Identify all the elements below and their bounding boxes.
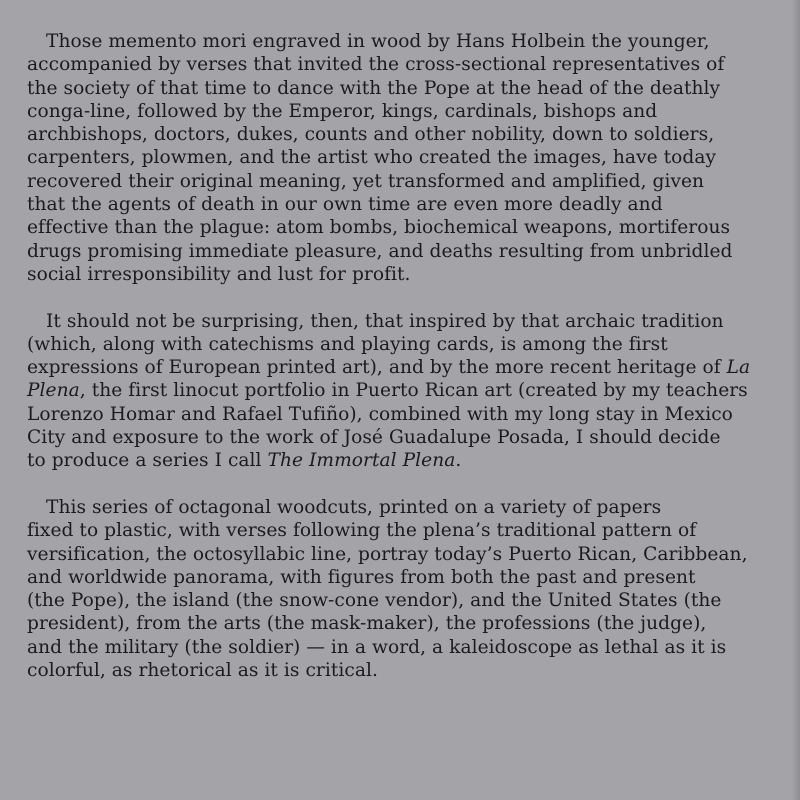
text-line: Lorenzo Homar and Rafael Tufiño), combined with my long stay in Mexico [27,403,733,425]
paragraph-3 [27,496,800,682]
document-body [27,30,800,682]
text-line [27,379,800,402]
text-line: versification, the octosyllabic line, portray today’s Puerto Rican, Caribbean, [27,543,748,565]
text-line: effective than the plague: atom bombs, biochemical weapons, mortiferous [27,217,731,239]
text-run: expressions of European printed art), and by the more recent heritage of [27,357,721,379]
text-line: fixed to plastic, with verses following the plena’s traditional pattern of [27,520,697,542]
text-line: conga-line, followed by the Emperor, kings, cardinals, bishops and [27,100,658,122]
italic-title-immortal-plena: The Immortal Plena [267,450,456,472]
text-line: the society of that time to dance with the Pope at the head of the deathly [27,77,721,99]
text-line: colorful, as rhetorical as it is critical. [27,660,378,682]
text-run: , the first linocut portfolio in Puerto Rican art (created by my teachers [79,380,748,402]
text-line: social irresponsibility and lust for profit. [27,263,411,285]
italic-title-plena: Plena [27,380,80,402]
paragraph-2 [27,310,800,473]
text-line: (which, along with catechisms and playing cards, is among the first [27,333,668,355]
italic-title-la: La [726,357,751,379]
text-run: . [455,450,462,472]
text-line: carpenters, plowmen, and the artist who created the images, have today [27,147,717,169]
text-line: accompanied by verses that invited the cross-sectional representatives of [27,54,725,76]
text-line: that the agents of death in our own time are even more deadly and [27,194,663,216]
text-line: recovered their original meaning, yet transformed and amplified, given [27,170,705,192]
text-line: City and exposure to the work of José Guadalupe Posada, I should decide [27,427,721,449]
text-line: archbishops, doctors, dukes, counts and other nobility, down to soldiers, [27,124,715,146]
text-line: (the Pope), the island (the snow-cone vendor), and the United States (the [27,590,722,612]
text-line [27,356,800,379]
text-run: to produce a series I call [27,450,262,472]
text-line: and worldwide panorama, with figures from both the past and present [27,566,696,588]
text-line: and the military (the soldier) — in a word, a kaleidoscope as lethal as it is [27,636,727,658]
text-line: president), from the arts (the mask-maker), the professions (the judge), [27,613,707,635]
text-line: This series of octagonal woodcuts, printed on a variety of papers [46,496,662,518]
text-line [27,449,800,472]
text-line: Those memento mori engraved in wood by Hans Holbein the younger, [46,31,710,52]
text-line: drugs promising immediate pleasure, and deaths resulting from unbridled [27,240,733,262]
text-line: It should not be surprising, then, that inspired by that archaic tradition [46,310,724,332]
paragraph-1 [27,30,800,286]
